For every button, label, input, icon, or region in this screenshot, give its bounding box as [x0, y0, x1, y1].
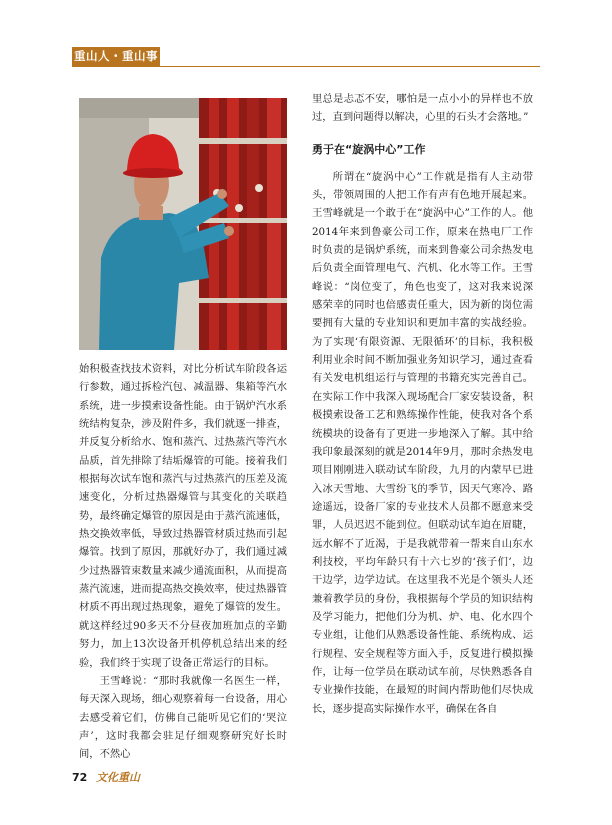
left-paragraph-2: 王雪峰说：“那时我就像一名医生一样，每天深入现场，细心观察着每一台设备，用心去感受着它们，仿佛自己能听见它们的‘哭泣声’，这时我都会驻足仔细观察研究好长时间，不然心 — [79, 674, 287, 761]
right-column — [312, 90, 533, 718]
right-paragraph-1: 里总是忐忑不安，哪怕是一点小小的异样也不放过，直到问题得以解决，心里的石头才会落地。” — [312, 93, 533, 124]
left-column — [79, 360, 287, 764]
left-paragraph-1: 始积极查找技术资料，对比分析试车阶段各运行参数，通过拆检汽包、减温器、集箱等汽水系统，进一步摸索设备性能。由于锅炉汽水系统结构复杂，涉及附件多，我们就逐一排查，并反复分析给水、饱和蒸汽、过热蒸汽等汽水品质，首先排除了结垢爆管的可能。接着我们根据每次试车饱和蒸汽与过热蒸汽的压差及流速变化，分析过热器爆管与其变化的关联趋势，最终确定爆管的原因是由于蒸汽流速低，热交换效率低，导致过热器管材质过热而引起爆管。找到了原因，那就好办了，我们通过减少过热器管束数量来减少通流面积，从而提高蒸汽流速，进而提高热交换效率，使过热器管材质不再出现过热现象，避免了爆管的发生。就这样经过90多天不分昼夜加班加点的辛勤努力，加上13次设备开机停机总结出来的经验，我们终于实现了设备正常运行的目标。 — [79, 363, 287, 669]
header-rule — [72, 66, 540, 67]
section-heading: 勇于在“旋涡中心”工作 — [312, 142, 426, 156]
section-tag: 重山人・重山事 — [72, 47, 160, 66]
page-number: 72 — [72, 771, 88, 784]
worker-photo-image — [79, 98, 287, 350]
right-paragraph-2: 所谓在“旋涡中心”工作就是指有人主动带头，带领周围的人把工作有声有色地开展起来。王雪峰就是一个敢于在“旋涡中心”工作的人。他2014年来到鲁豪公司工作，原来在热电厂工作时负责的是锅炉系统，而来到鲁豪公司余热发电后负责全面管理电气、汽机、化水等工作。王雪峰说：“岗位变了，角色也变了，这对我来说深感荣幸的同时也倍感责任重大，因为新的岗位需要拥有大量的专业知识和更加丰富的实战经验。为了实现‘有限资源、无限循环’的目标，我积极利用业余时间不断加强业务知识学习，通过查看有关发电机组运行与管理的书籍充实完善自己。在实际工作中我深入现场配合厂家安装设备，积极摸索设备工艺和熟练操作性能，使我对各个系统模块的设备有了更进一步地深入了解。其中给我印象最深刻的就是2014年9月，那时余热发电项目刚刚进入联动试车阶段，九月的内蒙早已进入冰天雪地、大雪纷飞的季节，因天气寒冷、路途遥远，设备厂家的专业技术人员都不愿意来受罪，人员迟迟不能到位。但联动试车迫在眉睫，远水解不了近渴，于是我就带着一帮来自山东水利技校，平均年龄只有十六七岁的‘孩子们’，边干边学，边学边试。在这里我不光是个领头人还兼着教学员的身份，我根据每个学员的知识结构及学习能力，把他们分为机、炉、电、化水四个专业组，让他们从熟悉设备性能、系统构成、运行规程、安全规程等方面入手，反复进行模拟操作，让每一位学员在联动试车前，尽快熟悉各自专业操作技能，在最短的时间内帮助他们尽快成长，逐步提高实际操作水平，确保在各自 — [312, 170, 533, 715]
worker-photo — [79, 98, 287, 350]
magazine-logo: 文化重山 — [96, 771, 140, 784]
